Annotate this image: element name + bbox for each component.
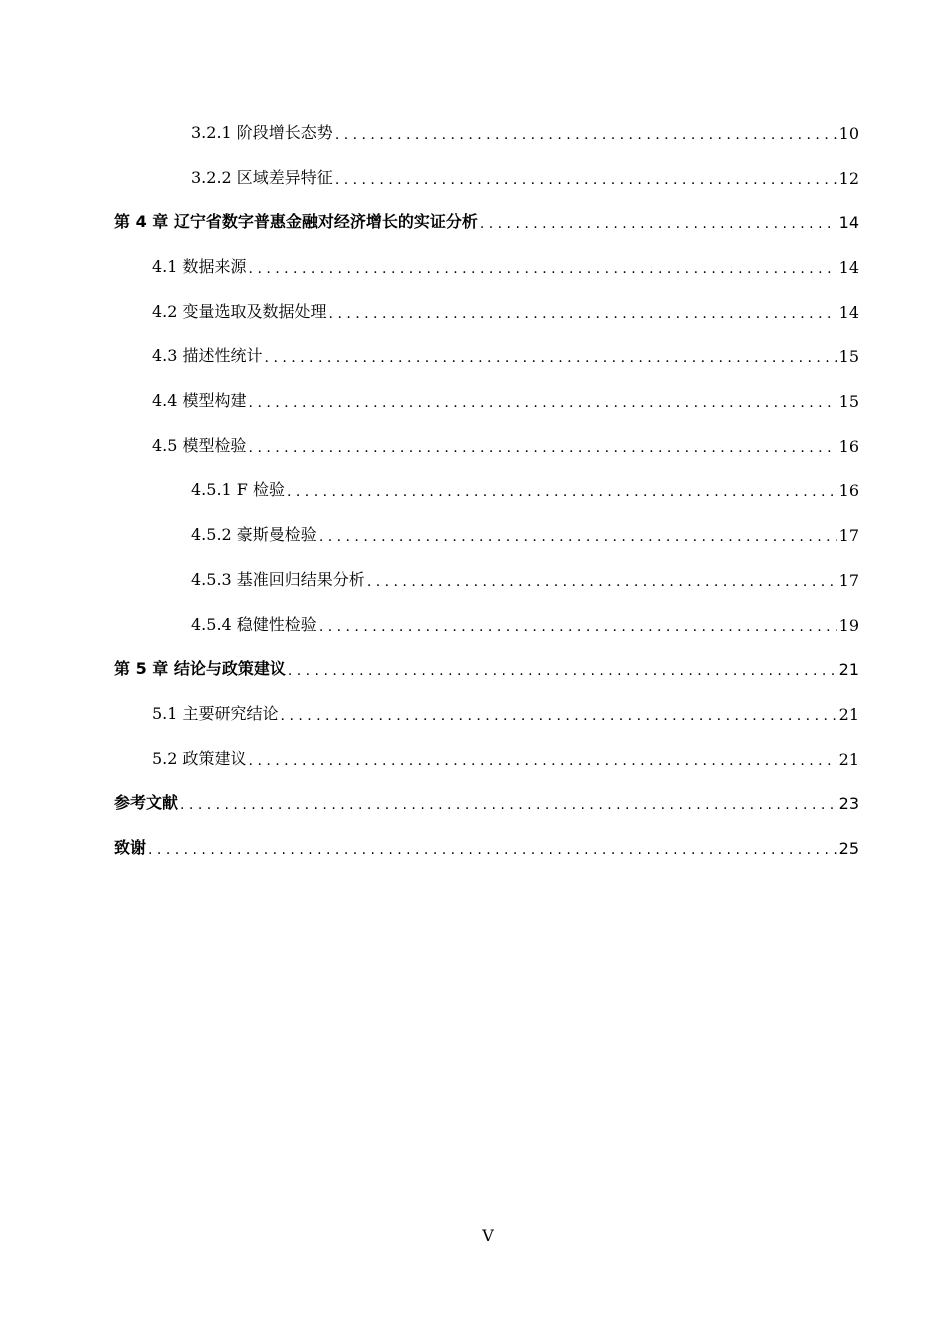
- toc-dot-leader: [281, 705, 837, 724]
- toc-entry-title: 致谢: [114, 838, 147, 857]
- toc-page-number: 14: [838, 303, 859, 322]
- toc-dot-leader: [367, 571, 837, 590]
- toc-entry-4-5-2[interactable]: [191, 519, 859, 545]
- toc-entry-title: 4.5.3 基准回归结果分析: [191, 570, 365, 589]
- toc-entry-chapter-4[interactable]: [114, 206, 859, 232]
- toc-dot-leader: [148, 839, 837, 858]
- toc-page-number: 21: [838, 705, 859, 724]
- toc-entry-acknowledgements[interactable]: [114, 832, 859, 858]
- toc-entry-title: 3.2.1 阶段增长态势: [191, 123, 333, 142]
- toc-entry-title: 4.5.2 豪斯曼检验: [191, 525, 317, 544]
- toc-entry-title: 4.5.1 F 检验: [191, 480, 285, 499]
- toc-entry-title: 第 4 章 辽宁省数字普惠金融对经济增长的实证分析: [114, 212, 478, 231]
- toc-dot-leader: [480, 213, 837, 232]
- toc-entry-4-3[interactable]: [152, 340, 859, 366]
- toc-page-number: 21: [838, 750, 859, 769]
- toc-dot-leader: [335, 169, 837, 188]
- toc-entry-title: 4.5 模型检验: [152, 436, 247, 455]
- toc-entry-title: 参考文献: [114, 793, 179, 812]
- toc-entry-4-1[interactable]: [152, 251, 859, 277]
- toc-dot-leader: [287, 481, 837, 500]
- toc-dot-leader: [249, 258, 837, 277]
- toc-dot-leader: [249, 437, 837, 456]
- toc-page-number: 15: [838, 347, 859, 366]
- toc-entry-title: 4.2 变量选取及数据处理: [152, 302, 327, 321]
- toc-page-number: 23: [838, 794, 859, 813]
- toc-entry-title: 4.4 模型构建: [152, 391, 247, 410]
- toc-entry-5-2[interactable]: [152, 743, 859, 769]
- toc-dot-leader: [249, 750, 837, 769]
- toc-entry-4-5-4[interactable]: [191, 609, 859, 635]
- toc-page-number: 17: [838, 571, 859, 590]
- toc-page-number: 15: [838, 392, 859, 411]
- toc-entry-4-5-1[interactable]: [191, 474, 859, 500]
- toc-page-number: 14: [838, 213, 859, 232]
- toc-entry-title: 第 5 章 结论与政策建议: [114, 659, 286, 678]
- toc-entry-title: 4.5.4 稳健性检验: [191, 615, 317, 634]
- toc-page-number: 14: [838, 258, 859, 277]
- toc-entry-3-2-1[interactable]: [191, 117, 859, 143]
- toc-dot-leader: [319, 616, 837, 635]
- toc-entry-4-5[interactable]: [152, 430, 859, 456]
- toc-entry-4-5-3[interactable]: [191, 564, 859, 590]
- toc-page-number: 10: [838, 124, 859, 143]
- toc-dot-leader: [319, 526, 837, 545]
- toc-page-number: 25: [838, 839, 859, 858]
- toc-entry-3-2-2[interactable]: [191, 162, 859, 188]
- toc-entry-references[interactable]: [114, 787, 859, 813]
- toc-dot-leader: [335, 124, 837, 143]
- toc-dot-leader: [180, 794, 837, 813]
- toc-entry-title: 4.3 描述性统计: [152, 346, 263, 365]
- toc-entry-4-2[interactable]: [152, 296, 859, 322]
- toc-entry-4-4[interactable]: [152, 385, 859, 411]
- toc-page-number: 16: [838, 437, 859, 456]
- toc-page-number: 21: [838, 660, 859, 679]
- toc-entry-5-1[interactable]: [152, 698, 859, 724]
- toc-entry-title: 5.1 主要研究结论: [152, 704, 279, 723]
- toc-entry-chapter-5[interactable]: [114, 653, 859, 679]
- toc-dot-leader: [329, 303, 837, 322]
- toc-page-number: 12: [838, 169, 859, 188]
- toc-entry-title: 3.2.2 区域差异特征: [191, 168, 333, 187]
- toc-entry-title: 5.2 政策建议: [152, 749, 247, 768]
- toc-page-number: 17: [838, 526, 859, 545]
- toc-dot-leader: [265, 347, 837, 366]
- toc-entry-title: 4.1 数据来源: [152, 257, 247, 276]
- toc-dot-leader: [288, 660, 837, 679]
- toc-page-number: 19: [838, 616, 859, 635]
- toc-dot-leader: [249, 392, 837, 411]
- toc-page-number: 16: [838, 481, 859, 500]
- page-number-footer: V: [482, 1226, 494, 1245]
